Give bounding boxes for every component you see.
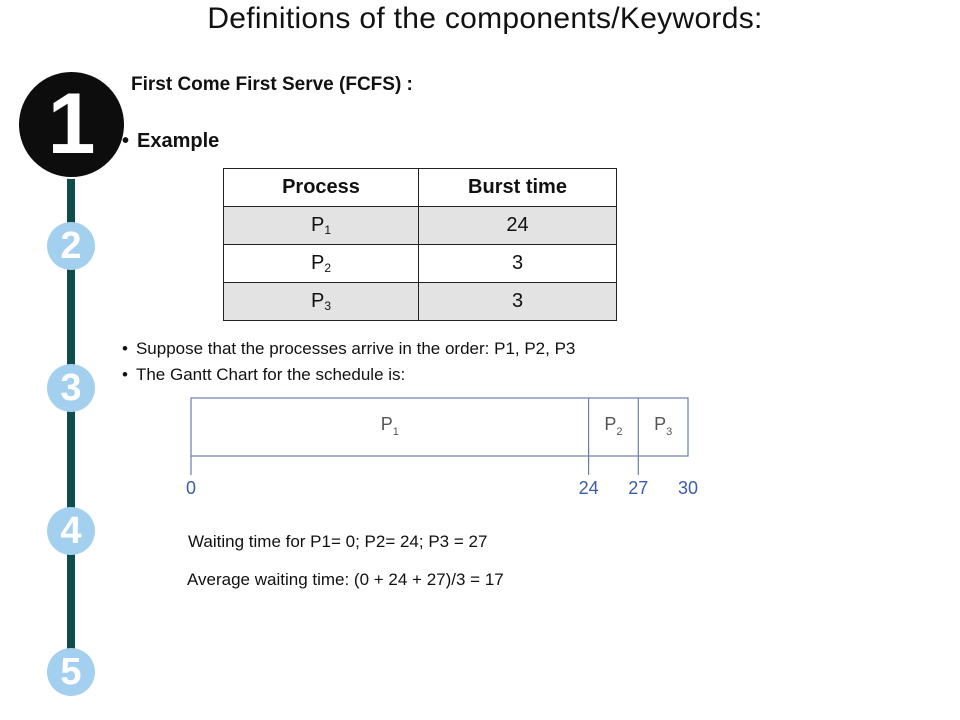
process-name: P: [310, 252, 325, 274]
bullet-gantt-intro: [122, 365, 405, 385]
section-heading: First Come First Serve (FCFS) :: [131, 74, 413, 95]
process-name: P: [310, 214, 325, 236]
table-row: [224, 245, 617, 283]
gantt-segment-label: $P_3$: [654, 414, 673, 438]
gantt-segment-subscript: 2: [616, 426, 623, 438]
gantt-chart: [180, 390, 710, 510]
process-table: [223, 168, 617, 321]
process-cell: [224, 245, 419, 283]
gantt-segment-label: $P_2$: [604, 414, 623, 438]
gantt-tick-label: 0: [185, 478, 197, 498]
header-process: Process: [224, 169, 419, 207]
gantt-segment-label: $P_1$: [380, 414, 399, 438]
step-2[interactable]: 2: [47, 222, 95, 270]
gantt-segment-subscript: 3: [666, 426, 673, 438]
step-5[interactable]: 5: [47, 648, 95, 696]
step-4[interactable]: 4: [47, 507, 95, 555]
gantt-tick-label: 30: [677, 478, 699, 498]
bullet-dot: •: [122, 130, 130, 152]
process-name: P: [310, 290, 325, 312]
burst-cell: 24: [419, 207, 617, 245]
step-1-active[interactable]: 1: [17, 70, 126, 179]
bullet-text: The Gantt Chart for the schedule is:: [135, 365, 406, 384]
process-subscript: 2: [324, 261, 332, 275]
slide-title: Definitions of the components/Keywords:: [207, 2, 763, 35]
waiting-time-text: Waiting time for P1= 0; P2= 24; P3 = 27: [188, 532, 488, 551]
example-label: Example: [137, 130, 220, 152]
bullet-dot: •: [122, 365, 128, 384]
example-bullet: [122, 130, 219, 153]
gantt-tick-label: 27: [628, 478, 649, 498]
bullet-text: Suppose that the processes arrive in the order: P1, P2, P3: [135, 339, 576, 358]
process-cell: [224, 283, 419, 321]
process-subscript: 1: [324, 223, 332, 237]
burst-cell: 3: [419, 283, 617, 321]
table-row: [224, 207, 617, 245]
bullet-dot: •: [122, 339, 128, 358]
table-row: [224, 283, 617, 321]
process-cell: [224, 207, 419, 245]
table-header-row: [224, 169, 617, 207]
burst-cell: 3: [419, 245, 617, 283]
step-3[interactable]: 3: [47, 364, 95, 412]
bullet-arrival-order: [122, 339, 575, 359]
gantt-svg: [180, 390, 710, 505]
header-burst-time: Burst time: [419, 169, 617, 207]
process-subscript: 3: [324, 299, 332, 313]
gantt-segment-subscript: 1: [392, 426, 399, 438]
average-waiting-time-text: Average waiting time: (0 + 24 + 27)/3 = 17: [187, 570, 504, 589]
gantt-tick-label: 24: [578, 478, 599, 498]
